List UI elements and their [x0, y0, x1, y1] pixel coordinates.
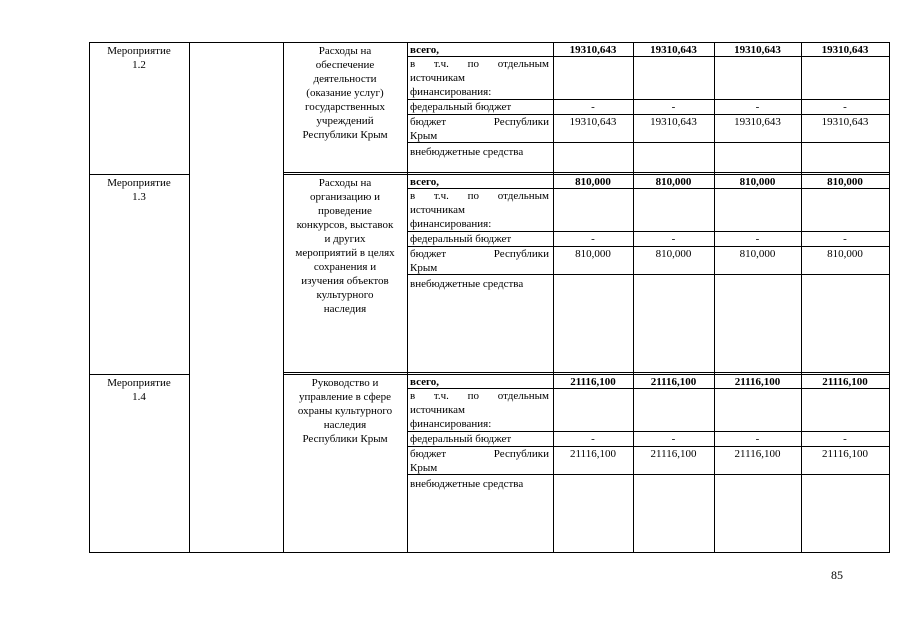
total-value: 21116,100 — [734, 376, 781, 388]
total-value: 21116,100 — [570, 376, 616, 388]
extrabudgetary-label: внебюджетные средства — [410, 478, 524, 490]
republic-value: 19310,643 — [821, 116, 869, 128]
table-right-border — [889, 42, 890, 552]
activity-divider — [89, 374, 189, 375]
total-value: 19310,643 — [650, 44, 697, 56]
activity-name: Мероприятие 1.4 — [107, 377, 171, 403]
republic-budget-label: бюджет Республики — [410, 448, 549, 460]
total-label: всего, — [410, 176, 439, 188]
sources-label-line: источникам — [410, 204, 465, 216]
federal-value: - — [591, 233, 595, 245]
extrabudgetary-label: внебюджетные средства — [410, 146, 524, 158]
republic-value: 21116,100 — [822, 448, 868, 460]
group-divider — [283, 172, 890, 173]
sources-label-line: в т.ч. по отдельным — [410, 390, 549, 402]
republic-value: 810,000 — [739, 248, 776, 260]
total-value: 810,000 — [827, 176, 863, 188]
federal-budget-label: федеральный бюджет — [410, 101, 512, 113]
republic-value: 810,000 — [827, 248, 863, 260]
total-value: 19310,643 — [821, 44, 869, 56]
sources-label-line: источникам — [410, 72, 465, 84]
activity-divider — [89, 174, 189, 175]
federal-budget-label: федеральный бюджет — [410, 433, 512, 445]
page-number: 85 — [831, 568, 843, 582]
republic-value: 19310,643 — [734, 116, 781, 128]
federal-value: - — [671, 433, 676, 445]
value-column-divider — [801, 374, 802, 552]
republic-budget-label: бюджет Республики — [410, 116, 549, 128]
column-divider — [407, 42, 408, 552]
activity-name: Мероприятие 1.3 — [107, 177, 171, 203]
group-divider — [283, 372, 890, 373]
federal-value: - — [755, 433, 760, 445]
republic-budget-label: бюджет Республики — [410, 248, 549, 260]
republic-budget-label: Крым — [410, 130, 438, 142]
activity-description: Расходы на организацию и проведение конкурсов, выставок и других мероприятий в целях сохранения и изучения объектов культурного наследия — [295, 177, 395, 315]
federal-value: - — [843, 233, 847, 245]
total-value: 810,000 — [655, 176, 692, 188]
total-value: 19310,643 — [569, 44, 617, 56]
sources-label-line: в т.ч. по отдельным — [410, 190, 549, 202]
republic-value: 19310,643 — [650, 116, 697, 128]
republic-value: 21116,100 — [570, 448, 616, 460]
value-column-divider — [553, 374, 554, 552]
total-value: 21116,100 — [650, 376, 697, 388]
value-column-divider — [714, 374, 715, 552]
table-bottom-border — [89, 552, 890, 553]
republic-budget-label: Крым — [410, 462, 438, 474]
total-label: всего, — [410, 44, 439, 56]
activity-description: Руководство и управление в сфере охраны культурного наследия Республики Крым — [297, 377, 393, 445]
republic-value: 21116,100 — [650, 448, 697, 460]
republic-value: 21116,100 — [734, 448, 781, 460]
sources-label-line: финансирования: — [410, 86, 492, 98]
column-divider — [189, 42, 190, 552]
republic-value: 810,000 — [655, 248, 692, 260]
sources-label-line: в т.ч. по отдельным — [410, 58, 549, 70]
sources-label-line: финансирования: — [410, 218, 492, 230]
federal-value: - — [755, 101, 760, 113]
sources-label-line: финансирования: — [410, 418, 492, 430]
activity-name: Мероприятие 1.2 — [107, 45, 171, 71]
republic-value: 810,000 — [575, 248, 611, 260]
federal-value: - — [591, 101, 595, 113]
total-value: 810,000 — [739, 176, 776, 188]
total-value: 19310,643 — [734, 44, 781, 56]
federal-value: - — [843, 433, 847, 445]
republic-value: 19310,643 — [569, 116, 617, 128]
federal-value: - — [671, 233, 676, 245]
total-value: 810,000 — [575, 176, 611, 188]
extrabudgetary-label: внебюджетные средства — [410, 278, 524, 290]
table-left-border — [89, 42, 90, 552]
federal-value: - — [671, 101, 676, 113]
federal-value: - — [591, 433, 595, 445]
republic-budget-label: Крым — [410, 262, 438, 274]
sources-label-line: источникам — [410, 404, 465, 416]
value-column-divider — [633, 374, 634, 552]
federal-budget-label: федеральный бюджет — [410, 233, 512, 245]
federal-value: - — [843, 101, 847, 113]
total-value: 21116,100 — [822, 376, 868, 388]
total-label: всего, — [410, 376, 439, 388]
federal-value: - — [755, 233, 760, 245]
activity-description: Расходы на обеспечение деятельности (оказание услуг) государственных учреждений Республики Крым — [302, 45, 388, 141]
